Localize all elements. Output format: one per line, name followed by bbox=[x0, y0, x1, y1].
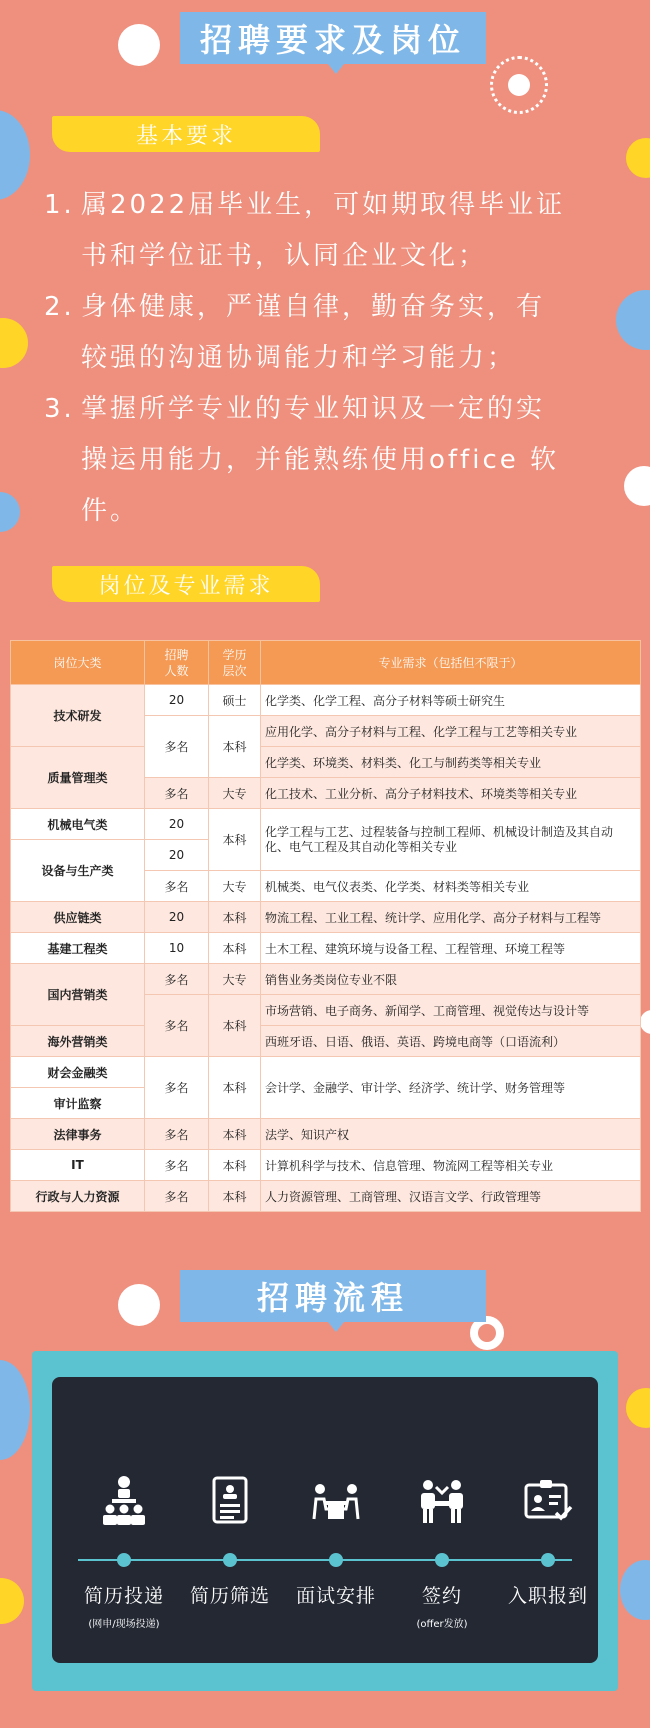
step-label: 入职报到 bbox=[507, 1585, 588, 1607]
requirement-number: 2. bbox=[44, 292, 75, 322]
cell-headcount: 20 bbox=[145, 685, 209, 716]
requirements-banner bbox=[180, 12, 486, 64]
cell-category: 设备与生产类 bbox=[11, 840, 145, 902]
cell-category: 财会金融类 bbox=[11, 1057, 145, 1088]
table-row bbox=[11, 1150, 641, 1181]
resume-document-icon bbox=[204, 1475, 256, 1527]
table-row bbox=[11, 1026, 641, 1057]
cell-education: 本科 bbox=[209, 902, 261, 933]
table-header-row bbox=[11, 641, 641, 685]
decor-circle-yellow bbox=[0, 318, 28, 368]
cell-category: 行政与人力资源 bbox=[11, 1181, 145, 1212]
positions-table bbox=[10, 640, 641, 1212]
cell-majors: 机械类、电气仪表类、化学类、材料类等相关专业 bbox=[261, 871, 641, 902]
timeline-node bbox=[117, 1553, 131, 1567]
cell-category: 海外营销类 bbox=[11, 1026, 145, 1057]
step-label: 简历筛选 bbox=[189, 1585, 270, 1607]
cell-headcount: 多名 bbox=[145, 871, 209, 902]
requirement-item bbox=[44, 384, 624, 537]
decor-circle-yellow bbox=[0, 1578, 24, 1624]
cell-education: 本科 bbox=[209, 809, 261, 871]
col-header-category: 岗位大类 bbox=[11, 641, 145, 685]
table-row bbox=[11, 1181, 641, 1212]
timeline-node bbox=[541, 1553, 555, 1567]
cell-headcount: 多名 bbox=[145, 964, 209, 995]
decor-circle-yellow bbox=[626, 1388, 650, 1428]
table-row bbox=[11, 933, 641, 964]
decor-circle-blue bbox=[0, 110, 30, 200]
cell-category: 技术研发 bbox=[11, 685, 145, 747]
cell-majors: 西班牙语、日语、俄语、英语、跨境电商等（口语流利） bbox=[261, 1026, 641, 1057]
cell-education: 本科 bbox=[209, 1150, 261, 1181]
requirement-number: 1. bbox=[44, 190, 75, 220]
decor-circle-white bbox=[118, 1284, 160, 1326]
cell-education: 硕士 bbox=[209, 685, 261, 716]
requirements-title: 招聘要求及岗位 bbox=[199, 21, 466, 59]
table-row bbox=[11, 964, 641, 995]
positions-label bbox=[52, 566, 320, 602]
cell-headcount: 多名 bbox=[145, 995, 209, 1057]
cell-headcount: 多名 bbox=[145, 1057, 209, 1119]
interview-table-icon bbox=[310, 1475, 362, 1527]
cell-headcount: 多名 bbox=[145, 1181, 209, 1212]
cell-education: 本科 bbox=[209, 933, 261, 964]
cell-category: 机械电气类 bbox=[11, 809, 145, 840]
requirement-item bbox=[44, 180, 624, 282]
cell-headcount: 20 bbox=[145, 902, 209, 933]
cell-education: 大专 bbox=[209, 964, 261, 995]
banner-pointer bbox=[328, 64, 344, 74]
cell-majors: 化学类、化学工程、高分子材料等硕士研究生 bbox=[261, 685, 641, 716]
cell-majors: 化学工程与工艺、过程装备与控制工程师、机械设计制造及其自动化、电气工程及其自动化等相关专业 bbox=[261, 809, 641, 871]
table-row bbox=[11, 1119, 641, 1150]
cell-majors: 人力资源管理、工商管理、汉语言文学、行政管理等 bbox=[261, 1181, 641, 1212]
col-header-majors: 专业需求（包括但不限于） bbox=[261, 641, 641, 685]
cell-majors: 市场营销、电子商务、新闻学、工商管理、视觉传达与设计等 bbox=[261, 995, 641, 1026]
cell-headcount: 多名 bbox=[145, 1150, 209, 1181]
cell-category: 基建工程类 bbox=[11, 933, 145, 964]
process-banner bbox=[180, 1270, 486, 1322]
cell-category: 国内营销类 bbox=[11, 964, 145, 1026]
step-note: (网申/现场投递) bbox=[88, 1619, 160, 1630]
id-card-check-icon bbox=[522, 1475, 574, 1527]
decor-circle-white bbox=[118, 24, 160, 66]
cell-education: 本科 bbox=[209, 1119, 261, 1150]
cell-majors: 应用化学、高分子材料与工程、化学工程与工艺等相关专业 bbox=[261, 716, 641, 747]
cell-category: IT bbox=[11, 1150, 145, 1181]
requirement-line: 较强的沟通协调能力和学习能力； bbox=[81, 343, 517, 373]
decor-circle-blue bbox=[0, 492, 20, 532]
cell-headcount: 多名 bbox=[145, 778, 209, 809]
cell-category: 供应链类 bbox=[11, 902, 145, 933]
cell-education: 本科 bbox=[209, 1057, 261, 1119]
cell-majors: 化工技术、工业分析、高分子材料技术、环境类等相关专业 bbox=[261, 778, 641, 809]
cell-headcount: 多名 bbox=[145, 1119, 209, 1150]
requirement-line: 属2022届毕业生，可如期取得毕业证 bbox=[81, 190, 566, 220]
process-panel bbox=[52, 1377, 598, 1663]
requirement-line: 操运用能力，并能熟练使用office 软 bbox=[81, 445, 559, 475]
decor-circle-blue bbox=[620, 1560, 650, 1620]
requirement-line: 身体健康，严谨自律，勤奋务实，有 bbox=[81, 292, 546, 322]
cell-education: 大专 bbox=[209, 871, 261, 902]
step-label: 简历投递 bbox=[83, 1585, 164, 1607]
cell-majors: 销售业务类岗位专业不限 bbox=[261, 964, 641, 995]
step-label: 签约 bbox=[421, 1585, 462, 1607]
decor-circle-blue bbox=[0, 1360, 30, 1460]
cell-category: 质量管理类 bbox=[11, 747, 145, 809]
step-label: 面试安排 bbox=[295, 1585, 376, 1607]
decor-circle-yellow bbox=[626, 138, 650, 178]
table-row bbox=[11, 747, 641, 778]
decor-circle-white bbox=[640, 1010, 650, 1034]
requirement-number: 3. bbox=[44, 394, 75, 424]
step-note: (offer发放) bbox=[416, 1619, 468, 1630]
group-meeting-icon bbox=[98, 1475, 150, 1527]
col-header-headcount: 招聘 人数 bbox=[145, 641, 209, 685]
timeline-node bbox=[435, 1553, 449, 1567]
cell-education: 本科 bbox=[209, 995, 261, 1057]
banner-pointer bbox=[328, 1322, 344, 1332]
cell-headcount: 20 bbox=[145, 809, 209, 840]
table-row bbox=[11, 809, 641, 840]
table-row bbox=[11, 902, 641, 933]
cell-majors: 化学类、环境类、材料类、化工与制药类等相关专业 bbox=[261, 747, 641, 778]
positions-label-text: 岗位及专业需求 bbox=[98, 573, 274, 599]
table-row bbox=[11, 1057, 641, 1088]
timeline-node bbox=[223, 1553, 237, 1567]
basic-requirements-text: 基本要求 bbox=[135, 123, 236, 149]
decor-circle-white bbox=[624, 466, 650, 506]
cell-category: 审计监察 bbox=[11, 1088, 145, 1119]
cell-majors: 会计学、金融学、审计学、经济学、统计学、财务管理等 bbox=[261, 1057, 641, 1119]
table-row bbox=[11, 685, 641, 716]
cell-majors: 土木工程、建筑环境与设备工程、工程管理、环境工程等 bbox=[261, 933, 641, 964]
cell-education: 本科 bbox=[209, 716, 261, 778]
basic-requirements-label bbox=[52, 116, 320, 152]
cell-education: 大专 bbox=[209, 778, 261, 809]
decor-dot-white bbox=[508, 74, 530, 96]
cell-headcount: 10 bbox=[145, 933, 209, 964]
cell-education: 本科 bbox=[209, 1181, 261, 1212]
requirement-line: 件。 bbox=[81, 496, 140, 526]
process-frame bbox=[32, 1351, 618, 1691]
requirement-line: 掌握所学专业的专业知识及一定的实 bbox=[81, 394, 546, 424]
requirements-list bbox=[44, 180, 624, 537]
requirement-line: 书和学位证书，认同企业文化； bbox=[81, 241, 488, 271]
process-title: 招聘流程 bbox=[256, 1279, 409, 1317]
cell-majors: 法学、知识产权 bbox=[261, 1119, 641, 1150]
col-header-education: 学历 层次 bbox=[209, 641, 261, 685]
process-timeline bbox=[78, 1559, 572, 1561]
cell-category: 法律事务 bbox=[11, 1119, 145, 1150]
requirement-item bbox=[44, 282, 624, 384]
handshake-people-icon bbox=[416, 1475, 468, 1527]
timeline-node bbox=[329, 1553, 343, 1567]
cell-headcount: 多名 bbox=[145, 716, 209, 778]
cell-headcount: 20 bbox=[145, 840, 209, 871]
cell-majors: 物流工程、工业工程、统计学、应用化学、高分子材料与工程等 bbox=[261, 902, 641, 933]
cell-majors: 计算机科学与技术、信息管理、物流网工程等相关专业 bbox=[261, 1150, 641, 1181]
